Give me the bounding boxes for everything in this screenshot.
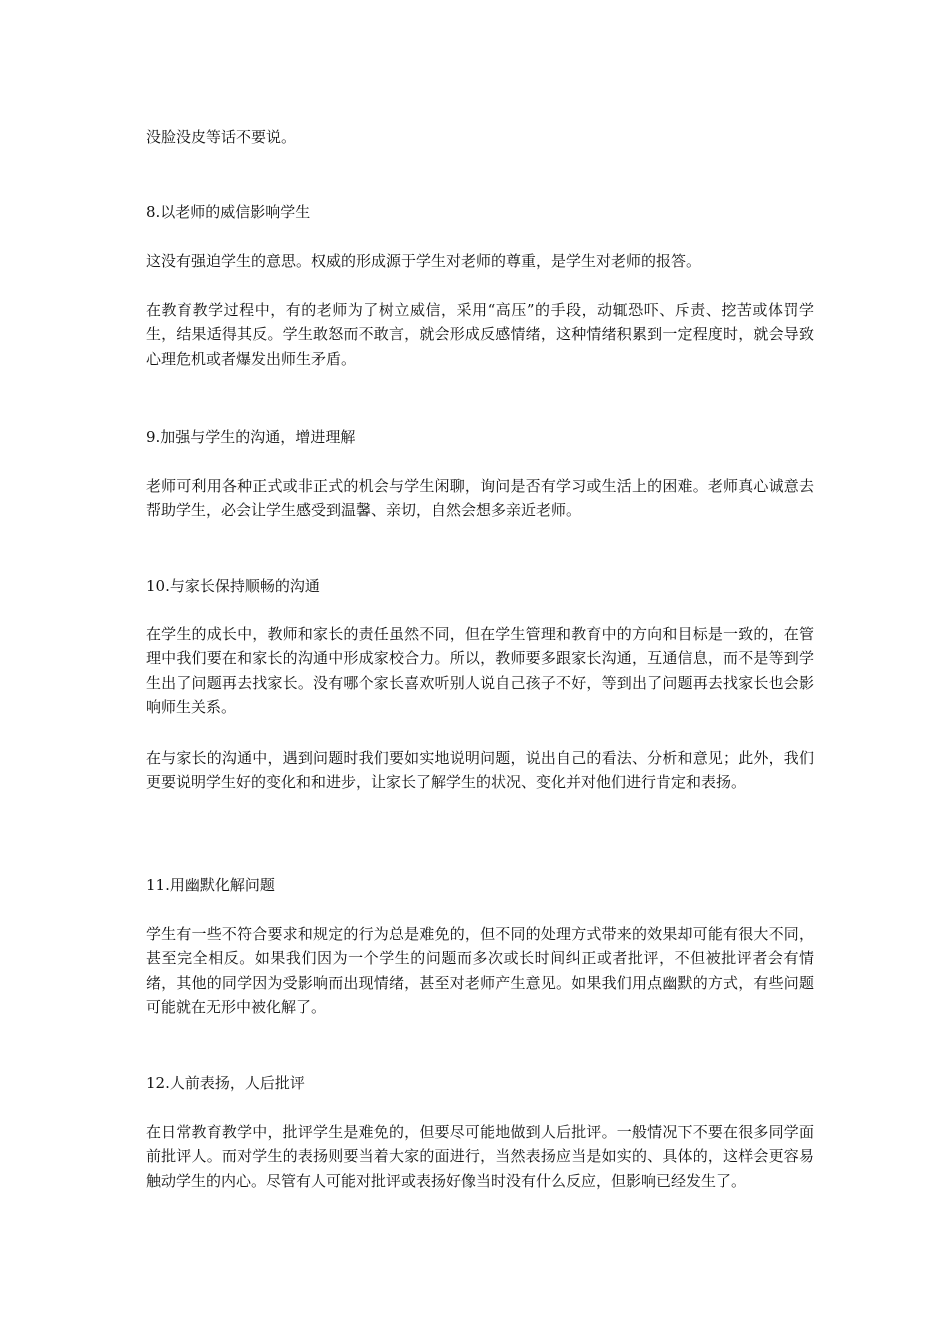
paragraph-section-8-body: 在教育教学过程中，有的老师为了树立威信，采用“高压”的手段，动辄恐吓、斥责、挖苦或体罚学生，结果适得其反。学生敢怒而不敢言，就会形成反感情绪，这种情绪积累到一定程度时，就会导致心理危机或者爆发出师生矛盾。 xyxy=(146,301,814,368)
heading-section-11: 11.用幽默化解问题 xyxy=(146,876,275,894)
paragraph-closing-line: 没脸没皮等话不要说。 xyxy=(146,128,297,146)
paragraph-section-10-body: 在学生的成长中，教师和家长的责任虽然不同，但在学生管理和教育中的方向和目标是一致的，在管理中我们要在和家长的沟通中形成家校合力。所以，教师要多跟家长沟通，互通信息，而不是等到学生出了问题再去找家长。没有哪个家长喜欢听别人说自己孩子不好，等到出了问题再去找家长也会影响师生关系。 xyxy=(146,625,814,717)
heading-section-10: 10.与家长保持顺畅的沟通 xyxy=(146,577,320,595)
heading-section-8: 8.以老师的威信影响学生 xyxy=(146,203,311,221)
paragraph-section-11-body: 学生有一些不符合要求和规定的行为总是难免的，但不同的处理方式带来的效果却可能有很大不同，甚至完全相反。如果我们因为一个学生的问题而多次或长时间纠正或者批评，不但被批评者会有情绪，其他的同学因为受影响而出现情绪，甚至对老师产生意见。如果我们用点幽默的方式，有些问题可能就在无形中被化解了。 xyxy=(146,925,814,1017)
paragraph-section-8-intro: 这没有强迫学生的意思。权威的形成源于学生对老师的尊重，是学生对老师的报答。 xyxy=(146,252,702,270)
paragraph-section-9-body: 老师可利用各种正式或非正式的机会与学生闲聊，询问是否有学习或生活上的困难。老师真心诚意去帮助学生，必会让学生感受到温馨、亲切，自然会想多亲近老师。 xyxy=(146,477,814,520)
heading-section-12: 12.人前表扬，人后批评 xyxy=(146,1074,305,1092)
heading-section-9: 9.加强与学生的沟通，增进理解 xyxy=(146,428,356,446)
paragraph-section-12-body: 在日常教育教学中，批评学生是难免的，但要尽可能地做到人后批评。一般情况下不要在很多同学面前批评人。而对学生的表扬则要当着大家的面进行，当然表扬应当是如实的、具体的，这样会更容易触动学生的内心。尽管有人可能对批评或表扬好像当时没有什么反应，但影响已经发生了。 xyxy=(146,1123,814,1190)
paragraph-section-10-parents: 在与家长的沟通中，遇到问题时我们要如实地说明问题，说出自己的看法、分析和意见；此外，我们更要说明学生好的变化和和进步，让家长了解学生的状况、变化并对他们进行肯定和表扬。 xyxy=(146,749,814,792)
